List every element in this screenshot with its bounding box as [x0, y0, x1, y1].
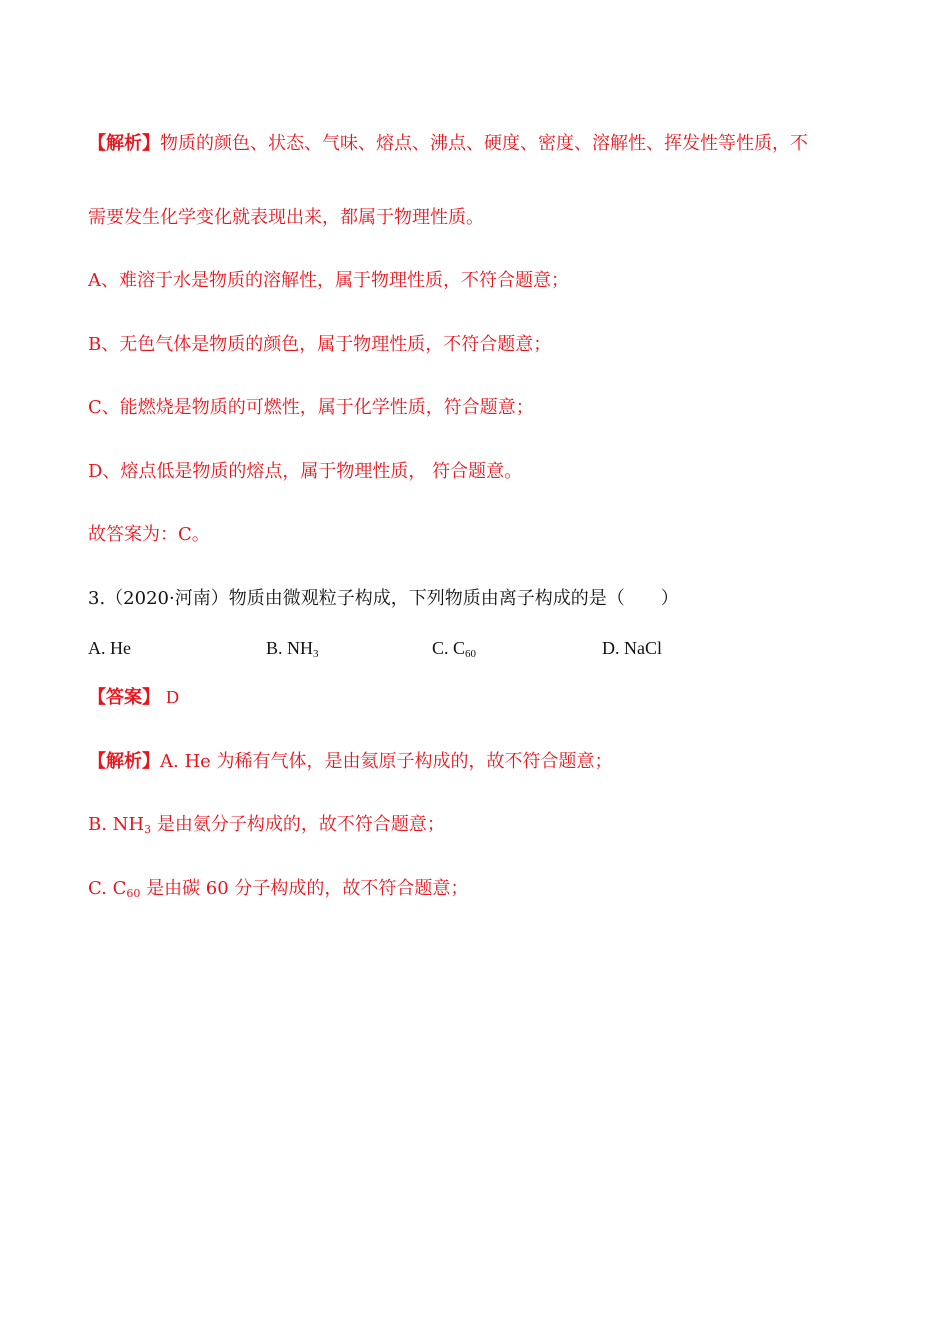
option-d: D. NaCl [602, 638, 662, 658]
q3-analysis-text: A. He 为稀有气体，是由氦原子构成的，故不符合题意； [160, 751, 613, 772]
analysis-item-b: B、无色气体是物质的颜色，属于物理性质，不符合题意； [88, 334, 552, 355]
answer-tag: 【答案】 [88, 687, 160, 708]
q3-analysis-tag: 【解析】 [88, 751, 160, 772]
analysis-item-c: C、能燃烧是物质的可燃性，属于化学性质，符合题意； [88, 397, 534, 418]
analysis-line-1 [88, 132, 808, 156]
answer-line [88, 685, 179, 710]
analysis-text: 物质的颜色、状态、气味、熔点、沸点、硬度、密度、溶解性、挥发性等性质，不 [160, 133, 808, 154]
option-a: A. He [88, 638, 131, 658]
analysis-line-2: 需要发生化学变化就表现出来，都属于物理性质。 [88, 207, 484, 228]
answer-value: D [166, 687, 179, 707]
option-b: B. $NH_3$ [266, 638, 319, 660]
option-c: C. $C_{60}$ [432, 638, 477, 660]
q3-analysis-line-3: C. $C_{60}$ 是由碳 60 分子构成的，故不符合题意； [88, 878, 469, 900]
q3-analysis-line-1 [88, 750, 613, 774]
analysis-conclusion: 故答案为：C。 [88, 524, 210, 545]
analysis-item-a: A、难溶于水是物质的溶解性，属于物理性质，不符合题意； [88, 270, 569, 291]
analysis-tag: 【解析】 [88, 133, 160, 154]
analysis-item-d: D、熔点低是物质的熔点，属于物理性质， 符合题意。 [88, 461, 523, 482]
q3-analysis-line-2: B. $NH_3$ 是由氨分子构成的，故不符合题意； [88, 814, 445, 836]
question-3-stem: 3.（2020·河南）物质由微观粒子构成，下列物质由离子构成的是（ ） [88, 588, 679, 609]
